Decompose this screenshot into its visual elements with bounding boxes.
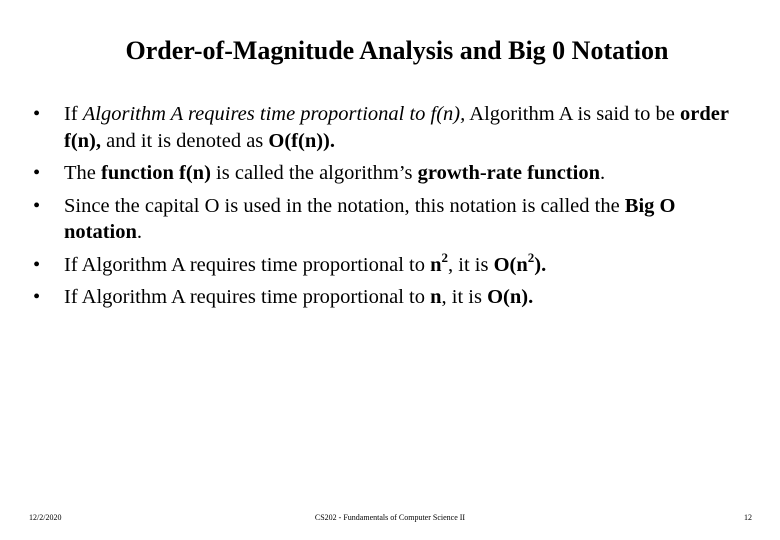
bullet-marker: • xyxy=(33,103,41,125)
bullet-text-run: growth-rate function xyxy=(417,162,600,184)
bullet-text-run: O(n xyxy=(493,253,528,276)
bullet-item xyxy=(33,284,755,311)
bullet-text-run: The xyxy=(64,162,101,184)
bullet-item xyxy=(33,193,755,246)
footer-course-name: CS202 - Fundamentals of Computer Science II xyxy=(314,513,466,522)
bullet-text-run: . xyxy=(599,162,606,184)
bullet-text-run: 2 xyxy=(441,249,449,265)
bullet-text-run: Algorithm A requires time proportional to f(n), xyxy=(82,103,466,125)
footer-page-number: 12 xyxy=(744,513,752,522)
bullet-text-run: is called the algorithm’s xyxy=(210,162,418,184)
bullet-text-run: n xyxy=(430,253,442,276)
bullet-text-run: n xyxy=(430,286,442,308)
bullet-marker: • xyxy=(33,194,41,217)
bullet-marker: • xyxy=(33,162,41,184)
bullet-text-run: 2 xyxy=(527,249,535,265)
bullet-text-run: Big O notation xyxy=(64,194,676,243)
bullet-text-run: O(n). xyxy=(487,286,534,308)
bullet-marker: • xyxy=(33,286,41,308)
bullet-item xyxy=(33,160,755,187)
bullet-text-run: If xyxy=(64,103,83,125)
bullet-text-run: ). xyxy=(534,253,547,276)
bullet-item xyxy=(33,249,755,279)
bullet-marker: • xyxy=(33,253,41,276)
bullet-text-run: . xyxy=(136,221,143,243)
bullet-list xyxy=(33,101,755,317)
bullet-text-run: Algorithm A is said to be xyxy=(465,103,680,125)
bullet-text-run: Since the capital O is used in the notation, this notation is called the xyxy=(64,194,625,217)
footer-date: 12/2/2020 xyxy=(29,513,62,522)
bullet-text-run: , it is xyxy=(448,253,494,276)
bullet-item xyxy=(33,101,755,154)
bullet-text-run: O(f(n)). xyxy=(268,129,336,152)
slide-title: Order-of-Magnitude Analysis and Big 0 Notation xyxy=(125,36,669,65)
bullet-text-run: order f(n), xyxy=(64,103,729,152)
bullet-text-run: , it is xyxy=(441,286,488,308)
bullet-text-run: If Algorithm A requires time proportional to xyxy=(64,253,431,276)
bullet-text-run: and it is denoted as xyxy=(101,129,269,152)
bullet-text-run: If Algorithm A requires time proportional to xyxy=(64,286,431,308)
bullet-text-run: function f(n) xyxy=(101,162,211,184)
